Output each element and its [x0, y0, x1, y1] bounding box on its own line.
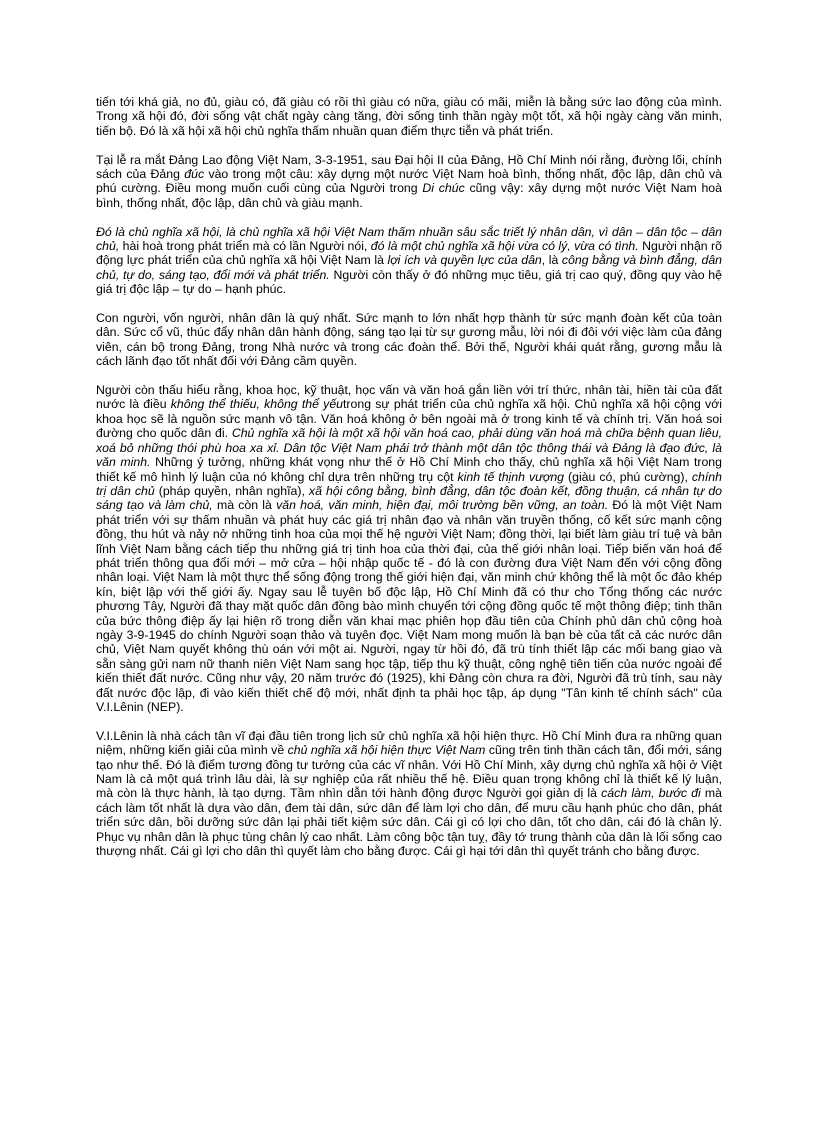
paragraph-5: [96, 383, 722, 714]
text-run: Người còn thấu hiểu rằng, khoa học, kỹ thuật, học vấn và văn hoá gắn liền với trí thức, nhân tài, hiền tài của đất nước là điều: [96, 383, 722, 412]
text-run: Người còn thấy ở đó những mục tiêu, giá trị cao quý, đồng quy vào hệ giá trị độc lập – tự do – hạnh phúc.: [96, 267, 722, 297]
text-run: Con người, vốn người, nhân dân là quý nhất. Sức mạnh to lớn nhất hợp thành từ sức mạnh đoàn kết của toàn dân. Sức cổ vũ, thúc đẩy nhân dân hành động, sáng tạo lại từ sự gương mẫu, lời nói đi đôi với việc làm của đảng viên, cán bộ trong Đảng, trong Nhà nước và trong các đoàn thể. Bởi thế, Người khái quát rằng, gương mẫu là cách lãnh đạo tốt nhất đối với Đảng cầm quyền.: [96, 311, 722, 369]
paragraph-6: [96, 729, 722, 859]
text-run: trong sự phát triển của chủ nghĩa xã hội. Chủ nghĩa xã hội cộng với khoa học sẽ là nguồn sức mạnh vô tận. Văn hoá không ở bên ngoài mà ở trong kinh tế và chính trị. Văn hoá soi đường cho quốc dân đi.: [96, 397, 722, 441]
text-run: (giàu có, phú cường),: [564, 469, 692, 484]
paragraph-4: [96, 311, 722, 369]
italic-text-run: đó là một chủ nghĩa xã hội vừa có lý, vừa có tình.: [370, 239, 639, 254]
italic-text-run: cách làm, bước đi: [601, 786, 701, 801]
italic-text-run: Đó là chủ nghĩa xã hội, là chủ nghĩa xã hội Việt Nam thấm nhuần sâu sắc triết lý nhân dân, vì dân – dân tộc – dân chủ,: [96, 224, 722, 254]
text-run: (pháp quyền, nhân nghĩa),: [154, 483, 309, 498]
italic-text-run: không thể thiếu, không thể yếu: [170, 397, 344, 412]
italic-text-run: xã hội công bằng, bình đẳng, dân tộc đoàn kết, đồng thuận, cá nhân tự do sáng tạo và làm chủ,: [96, 483, 722, 513]
text-run: Tại lễ ra mắt Đảng Lao động Việt Nam, 3-3-1951, sau Đại hội II của Đảng, Hồ Chí Minh nói rằng, đường lối, chính sách của Đảng: [96, 152, 722, 182]
italic-text-run: chủ nghĩa xã hội hiện thực Việt Nam: [287, 743, 486, 758]
text-run: mà còn là: [212, 498, 277, 513]
italic-text-run: văn hoá, văn minh, hiện đại, môi trường bền vững, an toàn.: [276, 498, 609, 513]
text-run: Những ý tưởng, những khát vọng như thế ở Hồ Chí Minh cho thấy, chủ nghĩa xã hội Việt Nam trong thiết kế mô hình lý luận của nó không chỉ dựa trên những trụ cột: [96, 455, 722, 484]
italic-text-run: đúc: [184, 167, 205, 182]
text-run: mà cách làm tốt nhất là dựa vào dân, đem tài dân, sức dân để làm lợi cho dân, để mưu cầu hạnh phúc cho dân, phát triển sức dân, bồi dưỡng sức dân lại phải tiết kiệm sức dân. Cái gì có lợi cho dân, tốt cho dân, cái đó là chân lý. Phục vụ nhân dân là phục tùng chân lý cao nhất. Làm công bộc tận tuỵ, đầy tớ trung thành của dân là lối sống cao thượng nhất. Cái gì lợi cho dân thì quyết làm cho bằng được. Cái gì hại tới dân thì quyết tránh cho bằng được.: [96, 786, 723, 859]
text-run: cũng vậy: xây dựng một nước Việt Nam hoà bình, thống nhất, độc lập, dân chủ và giàu mạnh.: [96, 181, 722, 210]
text-run: vào trong một câu: xây dựng một nước Việt Nam hoà bình, thống nhất, độc lập, dân chủ và phú cường. Điều mong muốn cuối cùng của Người trong: [96, 167, 722, 196]
text-run: V.I.Lênin là nhà cách tân vĩ đại đầu tiên trong lịch sử chủ nghĩa xã hội hiện thực. Hồ Chí Minh đưa ra những quan niệm, những kiến giải của mình về: [96, 728, 722, 758]
italic-text-run: lợi ích và quyền lực của dân: [387, 253, 542, 268]
text-run: , là: [541, 253, 562, 268]
italic-text-run: kinh tế thịnh vượng: [457, 469, 565, 484]
document-page: [96, 95, 722, 873]
text-run: Người nhận rõ động lực phát triển của chủ nghĩa xã hội Việt Nam là: [96, 239, 722, 268]
paragraph-1: [96, 95, 722, 138]
italic-text-run: chính trị dân chủ: [96, 469, 722, 498]
italic-text-run: công bằng và bình đẳng, dân chủ, tự do, sáng tạo, đổi mới và phát triển.: [96, 253, 722, 282]
italic-text-run: Di chúc: [422, 181, 465, 196]
text-run: tiến tới khá giả, no đủ, giàu có, đã giàu có rồi thì giàu có nữa, giàu có mãi, miễn là bằng sức lao động của mình. Trong xã hội đó, đời sống vật chất ngày càng tăng, đời sống tinh thần ngày một tốt, xã hội ngày càng văn minh, tiến bộ. Đó là xã hội xã hội chủ nghĩa thấm nhuần quan điểm thực tiễn và phát triển.: [96, 95, 722, 138]
text-run: hài hoà trong phát triển mà có lần Người nói,: [119, 239, 371, 254]
text-run: cũng trên tinh thần cách tân, đổi mới, sáng tạo như thế. Đó là điểm tương đồng tư tưởng của các vĩ nhân. Với Hồ Chí Minh, xây dựng chủ nghĩa xã hội ở Việt Nam là cả một quá trình lâu dài, là sự nghiệp của rất nhiều thế hệ. Điều quan trọng không chỉ là thiết kế lý luận, mà còn là thực hành, là tạo dựng. Tầm nhìn dẫn tới hành động được Người gọi giản dị là: [96, 743, 722, 801]
text-run: Đó là một Việt Nam phát triển với sự thấm nhuần và phát huy các giá trị nhân đạo và nhân văn truyền thống, cố kết sức mạnh cộng đồng, thu hút và nảy nở những tinh hoa của mọi thế hệ người Việt Nam; đồng thời, lại biết làm giàu trí tuệ và bản lĩnh Việt Nam bằng cách tiếp thu những giá trị tinh hoa của thời đại, của thế giới nhân loại. Tiếp biến văn hoá để phát triển thông qua đổi mới – mở cửa – hội nhập quốc tế - đó là con đường đưa Việt Nam đến với cộng đồng nhân loại. Việt Nam là một thực thể sống động trong thế giới hiện đại, văn minh chứ không thể là một ốc đảo khép kín, biệt lập với thế giới ấy. Ngay sau lễ tuyên bố độc lập, Hồ Chí Minh đã có thư cho Tổng thống các nước phương Tây, Người đã thay mặt quốc dân đồng bào mình chuyển tới cộng đồng quốc tế một thông điệp; tinh thần của bức thông điệp ấy lại hiện rõ trong diễn văn khai mạc phiên họp đầu tiên của Chính phủ dân chủ cộng hoà ngày 3-9-1945 do chính Người soạn thảo và tuyên đọc. Việt Nam mong muốn là bạn bè của tất cả các nước dân chủ, Việt Nam quyết không thù oán với một ai. Người, ngay từ hồi đó, đã trù tính thiết lập các mối bang giao và sẵn sàng gửi nam nữ thanh niên Việt Nam sang học tập, tiếp thu kỹ thuật, công nghệ tiên tiến của nước ngoài để kiến thiết đất nước. Cũng như vậy, 20 năm trước đó (1925), khi Đảng còn chưa ra đời, Người đã trù tính, sau này đất nước độc lập, đi vào kiến thiết chế độ mới, nhất định ta phải học tập, áp dụng "Tân kinh tế chính sách" của V.I.Lênin (NEP).: [96, 498, 722, 714]
italic-text-run: Chủ nghĩa xã hội là một xã hội văn hoá cao, phải dùng văn hoá mà chữa bệnh quan liêu, xoá bỏ những thói phù hoa xa xỉ. Dân tộc Việt Nam phải trở thành một dân tộc thông thái và Đảng là đạo đức, là văn minh.: [96, 426, 722, 470]
paragraph-3: [96, 225, 722, 297]
paragraph-2: [96, 153, 722, 211]
